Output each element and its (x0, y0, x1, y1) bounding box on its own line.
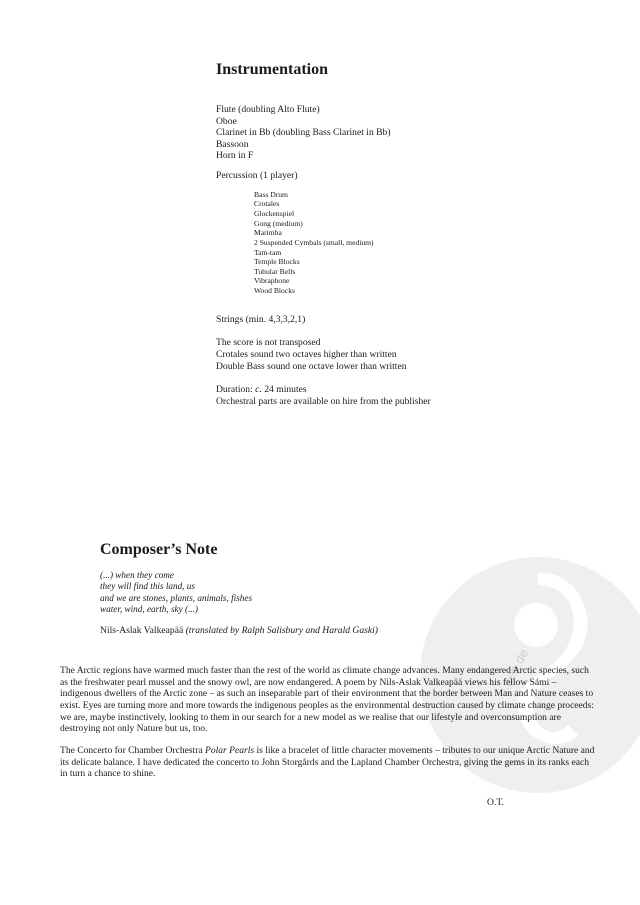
percussion-item: Glockenspiel (254, 208, 295, 218)
percussion-list (254, 190, 616, 296)
body-paragraph: The Arctic regions have warmed much faster than the rest of the world as climate change advances. Many endangered Arctic species, such as the freshwater pearl mussel and the snowy owl, are now endangered. A poem by Nils-Aslak Valkeapää views his fellow Sámi –indigenous dwellers of the Arctic zone – as such an inseparable part of their environment that the border between Man and Nature ceases to exist. Eyes are turning more and more towards the indigenous peoples as the environmental destruction caused by climate change proceeds: we are, maybe instinctively, looking to them in our search for a new model as we realise that our lifestyle and overconsumption are destroying not only Nature but us, too. (60, 665, 594, 735)
poem-line: water, wind, earth, sky (...) (100, 603, 198, 614)
poem-author: Nils-Aslak Valkeapää (100, 625, 186, 637)
duration-block (216, 384, 616, 407)
composers-note-body (60, 665, 595, 790)
poem-attribution (100, 625, 520, 637)
paragraph-text: is like a bracelet of little character movements – tributes to our unique Arctic Nature and its delicate balance. I have dedicated the concerto to John Storgårds and the Lapland Chamber Orchestra, giving the gems in its ranks each in turn a chance to shine. (60, 744, 595, 780)
instrument-line: Clarinet in Bb (doubling Bass Clarinet in Bb) (216, 127, 391, 139)
work-title: Polar Pearls (205, 744, 255, 756)
score-note-line: Double Bass sound one octave lower than written (216, 360, 407, 372)
percussion-item: Vibraphone (254, 276, 290, 286)
strings-line: Strings (min. 4,3,3,2,1) (216, 313, 306, 325)
author-initials: O.T. (487, 797, 504, 808)
score-notes (216, 337, 616, 372)
percussion-heading: Percussion (1 player) (216, 169, 298, 181)
percussion-item: Temple Blocks (254, 257, 300, 267)
duration-value: 24 minutes (261, 384, 307, 396)
poem-excerpt (100, 570, 520, 615)
percussion-item: Tubular Bells (254, 266, 296, 276)
composers-note-section (100, 540, 520, 647)
composers-note-heading: Composer’s Note (100, 541, 218, 558)
duration-label: Duration: (216, 384, 256, 396)
instrumentation-heading: Instrumentation (216, 61, 329, 78)
percussion-item: 2 Suspended Cymbals (small, medium) (254, 237, 374, 247)
duration-circa: c. (255, 384, 262, 396)
percussion-item: Wood Blocks (254, 286, 295, 296)
instrumentation-section (216, 60, 616, 415)
instrument-line: Oboe (216, 115, 237, 127)
parts-note: Orchestral parts are available on hire from the publisher (216, 395, 431, 407)
percussion-item: Gong (medium) (254, 218, 303, 228)
percussion-item: Crotales (254, 199, 280, 209)
score-note-line: Crotales sound two octaves higher than written (216, 348, 397, 360)
instrument-line: Horn in F (216, 150, 254, 162)
duration-line (216, 384, 616, 396)
poem-translation: (translated by Ralph Salisbury and Harald Gaski) (185, 625, 379, 637)
winds-list (216, 104, 616, 162)
poem-line: they will find this land, us (100, 581, 195, 592)
poem-line: and we are stones, plants, animals, fishes (100, 592, 253, 603)
paragraph-text: The Concerto for Chamber Orchestra (60, 744, 206, 756)
percussion-item: Bass Drum (254, 189, 288, 199)
strings-block (216, 314, 616, 326)
watermark-text: ...ten.de (496, 646, 532, 696)
instrument-line: Bassoon (216, 138, 249, 150)
percussion-item: Tam-tam (254, 247, 282, 257)
score-note-line: The score is not transposed (216, 337, 321, 349)
instrument-line: Flute (doubling Alto Flute) (216, 104, 320, 115)
percussion-item: Marimba (254, 228, 282, 238)
body-paragraph (60, 745, 595, 780)
poem-line: (...) when they come (100, 570, 174, 580)
